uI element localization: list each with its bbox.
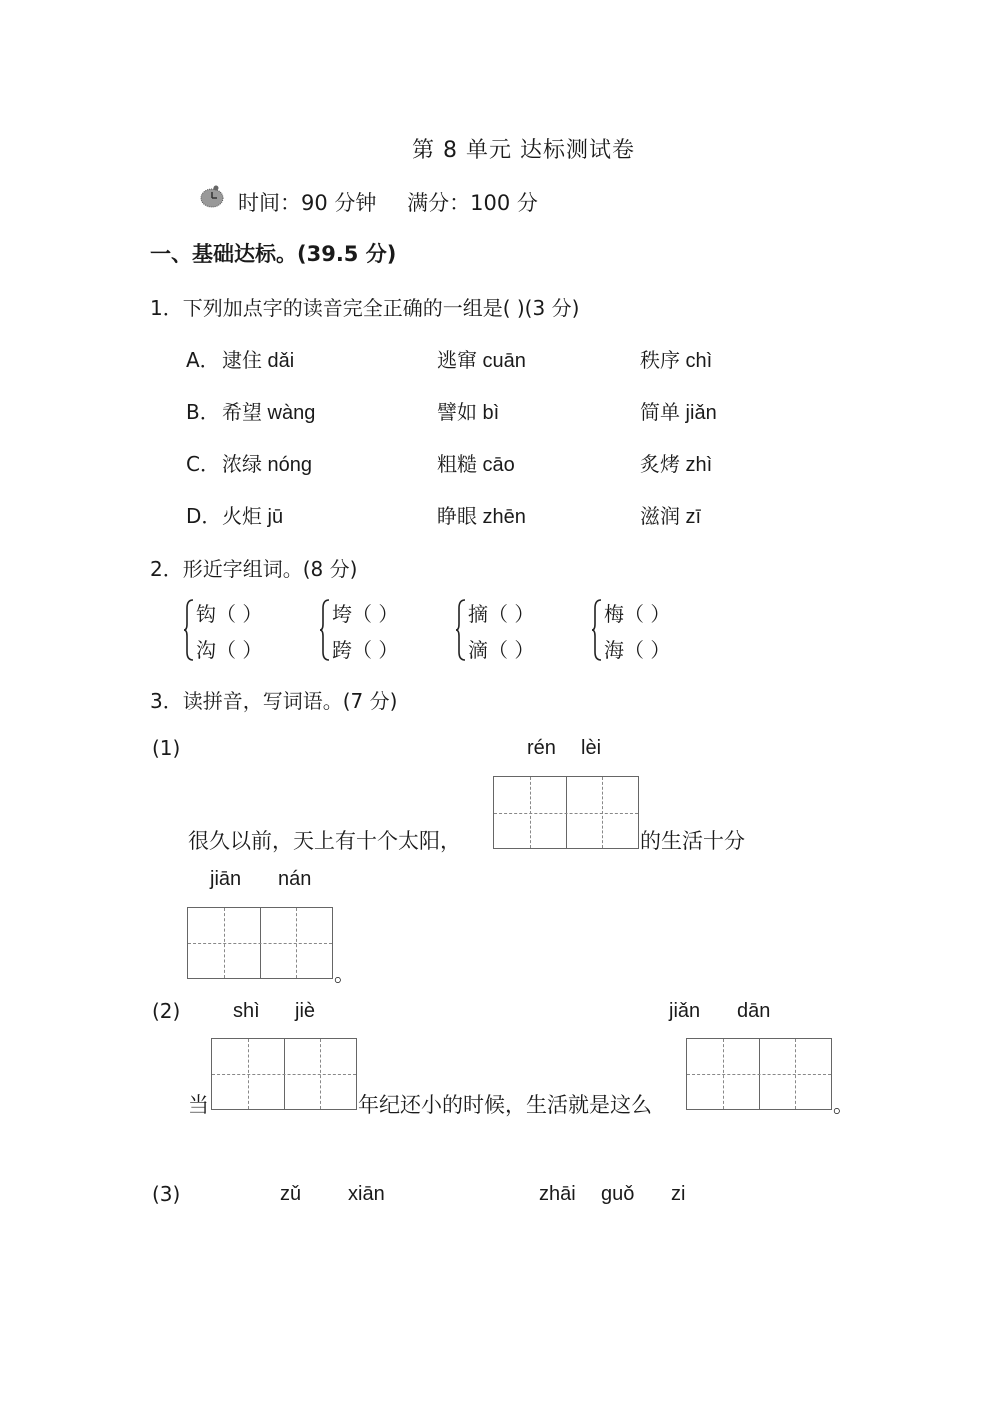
pinyin: zǔ bbox=[280, 1183, 302, 1205]
option-c-label[interactable]: C． bbox=[186, 452, 220, 476]
pinyin: lèi bbox=[581, 737, 602, 759]
brace-icon bbox=[184, 598, 194, 662]
option-c-item-3: 炙烤 zhì bbox=[640, 454, 713, 476]
word-blank[interactable]: 跨（ ） bbox=[332, 638, 399, 662]
pinyin: nán bbox=[278, 868, 312, 890]
tianzige-box[interactable] bbox=[187, 907, 333, 979]
option-a-item-2: 逃窜 cuān bbox=[437, 350, 526, 372]
brace-icon bbox=[320, 598, 330, 662]
option-b-item-3: 简单 jiǎn bbox=[640, 402, 717, 424]
sentence-text: 年纪还小的时候，生活就是这么 bbox=[358, 1093, 652, 1117]
word-group-3 bbox=[456, 598, 566, 662]
question-2-prompt: 2．形近字组词。(8 分) bbox=[150, 557, 358, 581]
period: 。 bbox=[334, 962, 355, 986]
pinyin: xiān bbox=[348, 1183, 385, 1205]
tianzige-box[interactable] bbox=[686, 1038, 832, 1110]
word-blank[interactable]: 钩（ ） bbox=[196, 602, 263, 626]
option-a-item-1: 逮住 dǎi bbox=[222, 350, 295, 372]
full-score: 满分：100 分 bbox=[407, 191, 538, 215]
pinyin: rén bbox=[527, 737, 556, 759]
pinyin: dān bbox=[737, 1000, 771, 1022]
tianzige-box[interactable] bbox=[493, 776, 639, 849]
sub-question-2-number: (2) bbox=[152, 999, 181, 1023]
clock-icon bbox=[199, 184, 225, 208]
word-blank[interactable]: 垮（ ） bbox=[332, 602, 399, 626]
pinyin: jiǎn bbox=[669, 1000, 701, 1022]
question-1-prompt: 1．下列加点字的读音完全正确的一组是( )(3 分) bbox=[150, 296, 580, 320]
option-d-item-1: 火炬 jū bbox=[222, 506, 284, 528]
brace-icon bbox=[592, 598, 602, 662]
time-limit: 时间：90 分钟 bbox=[238, 191, 377, 215]
sentence-text: 很久以前，天上有十个太阳， bbox=[188, 829, 461, 853]
option-d-item-3: 滋润 zī bbox=[640, 506, 702, 528]
option-c-item-1: 浓绿 nóng bbox=[222, 454, 313, 476]
option-d-label[interactable]: D． bbox=[186, 504, 222, 528]
option-c-item-2: 粗糙 cāo bbox=[437, 454, 515, 476]
pinyin: zi bbox=[671, 1183, 686, 1205]
period: 。 bbox=[833, 1093, 854, 1117]
word-group-1 bbox=[184, 598, 294, 662]
page-title: 第 8 单元 达标测试卷 bbox=[412, 138, 635, 163]
word-blank[interactable]: 滴（ ） bbox=[468, 638, 535, 662]
pinyin: zhāi bbox=[539, 1183, 576, 1205]
word-blank[interactable]: 海（ ） bbox=[604, 638, 671, 662]
word-blank[interactable]: 梅（ ） bbox=[604, 602, 671, 626]
word-group-2 bbox=[320, 598, 430, 662]
option-b-item-2: 譬如 bì bbox=[437, 402, 500, 424]
option-b-item-1: 希望 wàng bbox=[222, 402, 316, 424]
word-blank[interactable]: 沟（ ） bbox=[196, 638, 263, 662]
brace-icon bbox=[456, 598, 466, 662]
exam-meta bbox=[238, 187, 562, 217]
pinyin: jiān bbox=[210, 868, 242, 890]
option-d-item-2: 睁眼 zhēn bbox=[437, 506, 526, 528]
sentence-text: 当 bbox=[188, 1093, 209, 1117]
option-a-label[interactable]: A． bbox=[186, 348, 220, 372]
tianzige-box[interactable] bbox=[211, 1038, 357, 1110]
sub-question-1-number: (1) bbox=[152, 736, 181, 760]
word-blank[interactable]: 摘（ ） bbox=[468, 602, 535, 626]
sentence-text: 的生活十分 bbox=[640, 829, 745, 853]
question-3-prompt: 3．读拼音，写词语。(7 分) bbox=[150, 689, 398, 713]
word-group-4 bbox=[592, 598, 702, 662]
option-b-label[interactable]: B． bbox=[186, 400, 220, 424]
pinyin: shì bbox=[233, 1000, 260, 1022]
pinyin: guǒ bbox=[601, 1183, 635, 1205]
pinyin: jiè bbox=[295, 1000, 316, 1022]
section-heading: 一、基础达标。(39.5 分) bbox=[150, 242, 397, 266]
sub-question-3-number: (3) bbox=[152, 1182, 181, 1206]
option-a-item-3: 秩序 chì bbox=[640, 350, 713, 372]
